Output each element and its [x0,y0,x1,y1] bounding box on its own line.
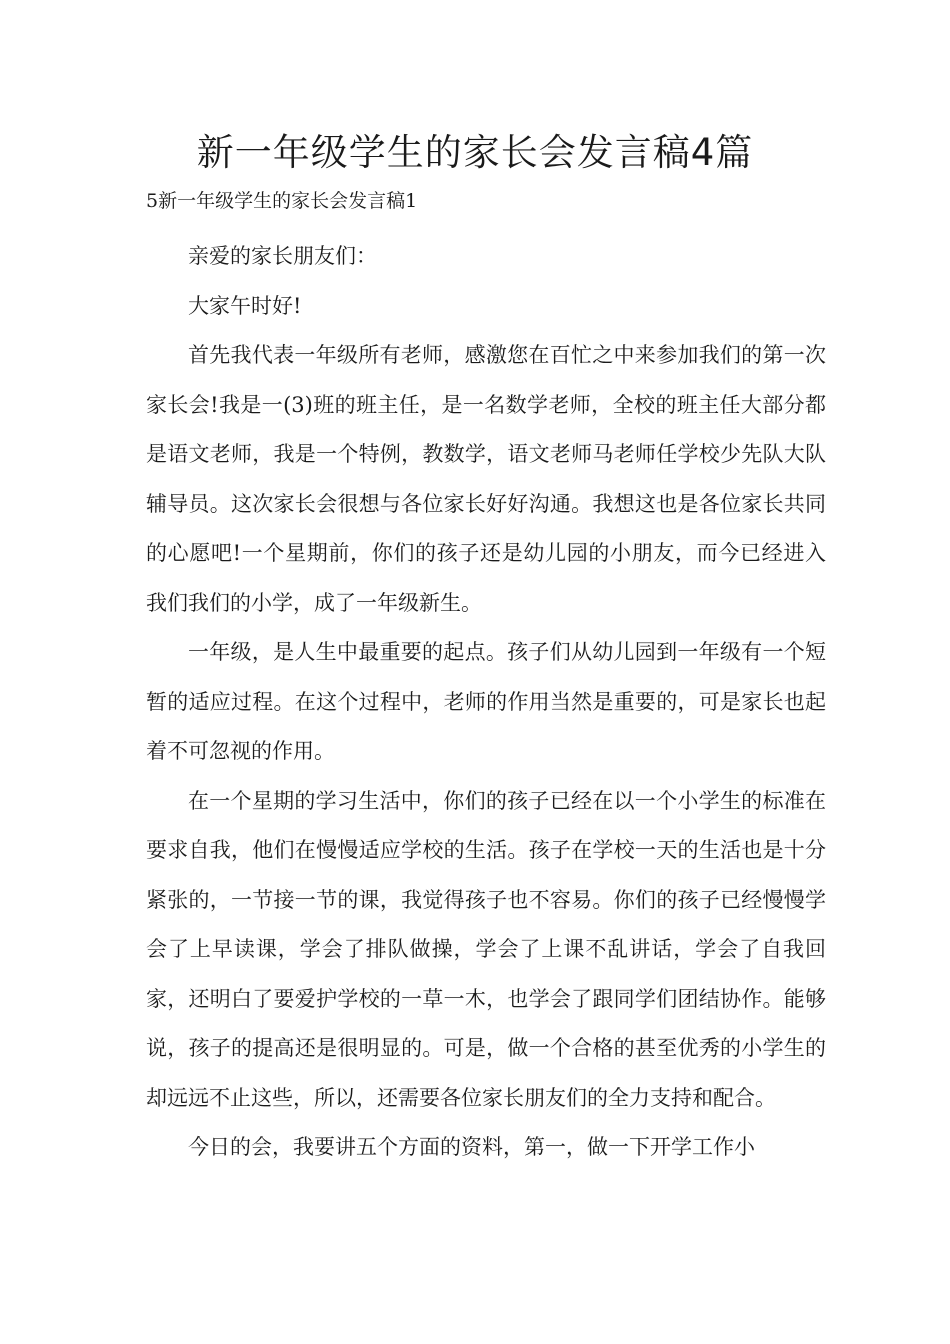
paragraph-agenda: 今日的会，我要讲五个方面的资料，第一，做一下开学工作小 [188,1135,755,1159]
paragraph-first-week: 在一个星期的学习生活中，你们的孩子已经在以一个小学生的标准在要求自我，他们在慢慢适应学校的生活。孩子在学校一天的生活也是十分紧张的，一节接一节的课，我觉得孩子也不容易。你们的孩子已经慢慢学会了上早读课，学会了排队做操，学会了上课不乱讲话，学会了自我回家，还明白了要爱护学校的一草一木，也学会了跟同学们团结协作。能够说，孩子的提高还是很明显的。可是，做一个合格的甚至优秀的小学生的却远远不止这些，所以，还需要各位家长朋友们的全力支持和配合。 [146,788,826,1110]
paragraph-first-grade: 一年级，是人生中最重要的起点。孩子们从幼儿园到一年级有一个短暂的适应过程。在这个过程中，老师的作用当然是重要的，可是家长也起着不可忽视的作用。 [146,640,826,763]
section-heading: 5新一年级学生的家长会发言稿1 [146,190,418,212]
paragraph-intro: 首先我代表一年级所有老师，感激您在百忙之中来参加我们的第一次家长会!我是一(3)班的班主任，是一名数学老师，全校的班主任大部分都是语文老师，我是一个特例，教数学，语文老师马老师任学校少先队大队辅导员。这次家长会很想与各位家长好好沟通。我想这也是各位家长共同的心愿吧!一个星期前，你们的孩子还是幼儿园的小朋友，而今已经进入我们我们的小学，成了一年级新生。 [146,343,826,615]
paragraph-salutation: 大家午时好! [188,293,302,318]
document-body [146,232,826,1173]
paragraph-greeting: 亲爱的家长朋友们： [188,244,377,268]
document-title: 新一年级学生的家长会发言稿4篇 [196,131,754,174]
